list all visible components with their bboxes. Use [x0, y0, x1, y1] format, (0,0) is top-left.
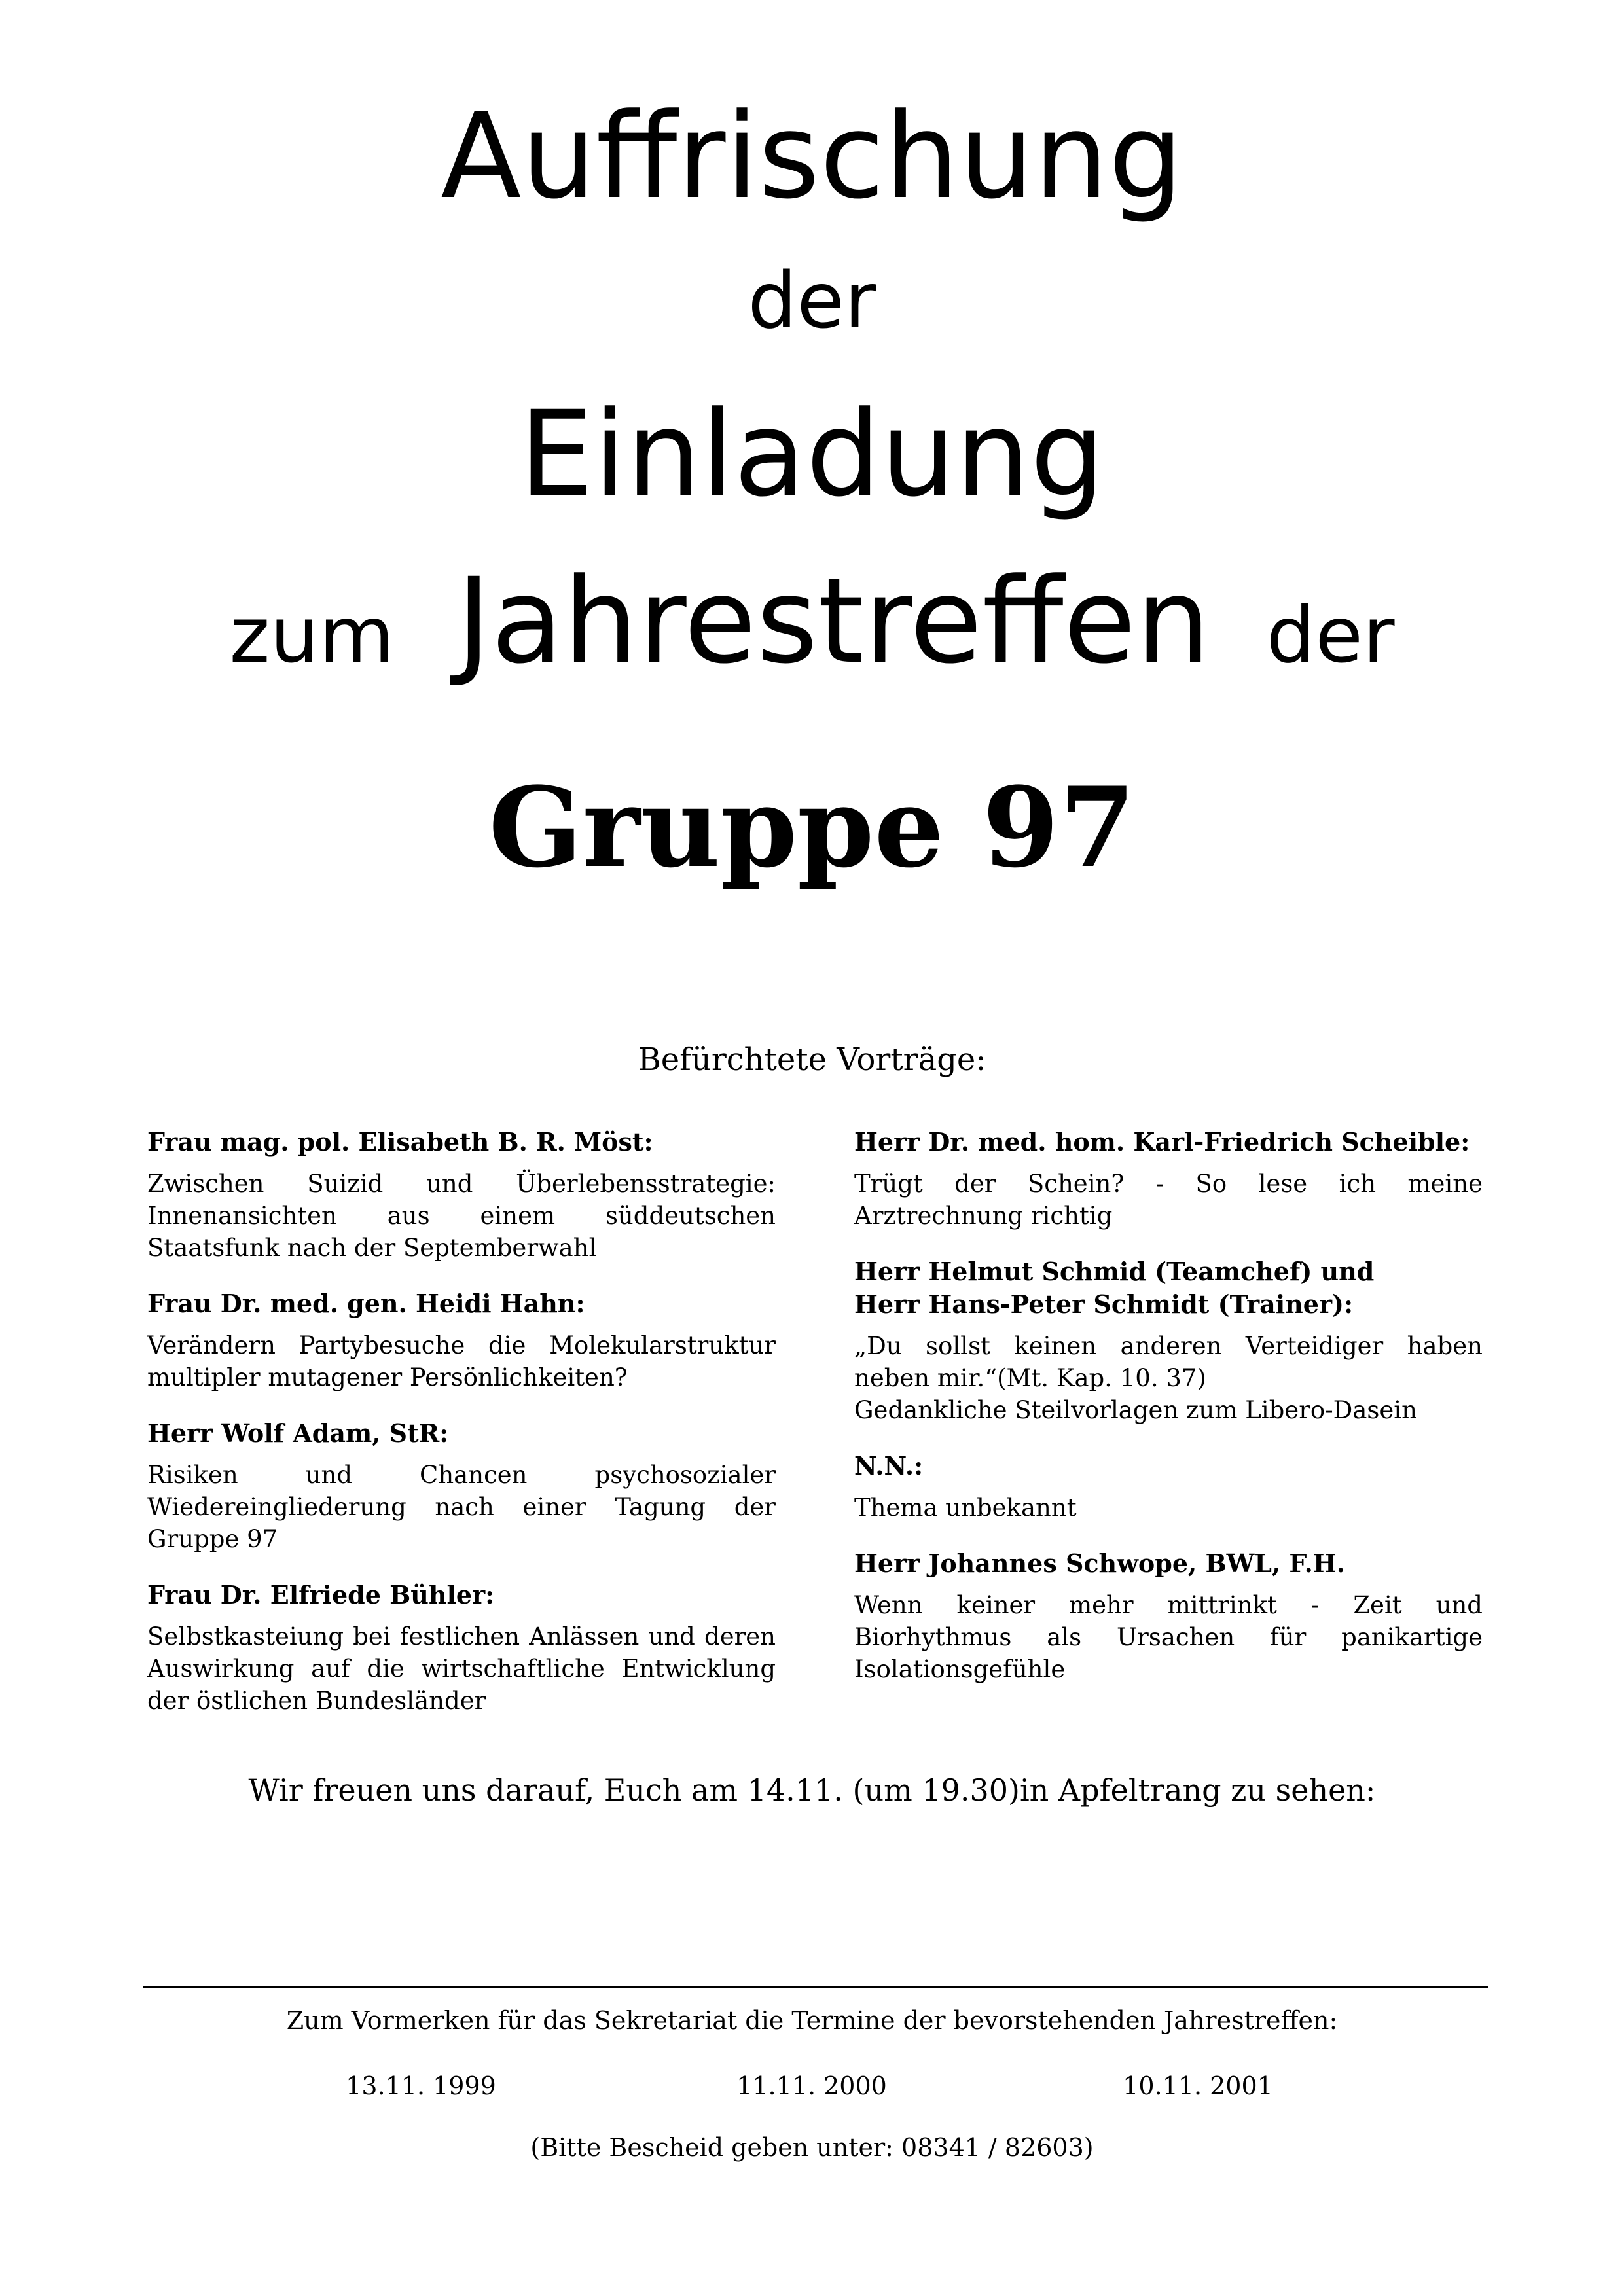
title-line-3: Einladung — [519, 386, 1105, 523]
title-line-1: Auffrischung — [441, 88, 1183, 225]
meeting-date: 10.11. 2001 — [1123, 2072, 1273, 2100]
lecture-speaker: N.N.: — [854, 1451, 924, 1480]
contact-note: (Bitte Bescheid geben unter: 08341 / 82603) — [530, 2133, 1094, 2162]
lecture-item — [854, 1547, 1483, 1685]
lecture-speaker: Herr Helmut Schmid (Teamchef) und — [854, 1257, 1375, 1286]
divider — [143, 1986, 1488, 1988]
lecture-topic: Risiken und Chancen psychosozialer Wiedereingliederung nach einer Tagung der Gruppe 97 — [147, 1461, 776, 1553]
lecture-item — [147, 1287, 776, 1393]
title-line-4-main: Jahrestreffen — [456, 553, 1211, 690]
reminder-text: Zum Vormerken für das Sekretariat die Termine der bevorstehenden Jahrestreffen: — [286, 2006, 1338, 2035]
group-name: Gruppe 97 — [488, 762, 1136, 892]
lecture-item — [147, 1417, 776, 1555]
lectures-heading: Befürchtete Vorträge: — [638, 1041, 986, 1078]
lecture-topic: „Du sollst keinen anderen Verteidiger haben neben mir.“(Mt. Kap. 10. 37) — [854, 1332, 1483, 1392]
lecture-item — [147, 1579, 776, 1717]
lecture-item — [854, 1450, 1483, 1524]
title-line-2: der — [748, 255, 876, 346]
lecture-item — [854, 1126, 1483, 1232]
lecture-topic: Selbstkasteiung bei festlichen Anlässen und deren Auswirkung auf die wirtschaftliche Entwicklung der östlichen Bundesländer — [147, 1623, 776, 1715]
lecture-item — [147, 1126, 776, 1264]
invite-line: Wir freuen uns darauf, Euch am 14.11. (um 19.30)in Apfeltrang zu sehen: — [248, 1772, 1376, 1808]
lecture-topic: Zwischen Suizid und Überlebensstrategie: Innenansichten aus einem süddeutschen Staatsfunk nach der Septemberwahl — [147, 1170, 776, 1262]
title-line-4-pre: zum — [229, 590, 395, 680]
title-line-4-post: der — [1266, 590, 1395, 680]
title-line-4 — [0, 553, 1624, 690]
meeting-date: 13.11. 1999 — [346, 2072, 496, 2100]
lectures-right-column — [854, 1126, 1483, 1709]
lecture-topic: Wenn keiner mehr mittrinkt - Zeit und Biorhythmus als Ursachen für panikartige Isolationsgefühle — [854, 1591, 1483, 1683]
lecture-speaker: Herr Wolf Adam, StR: — [147, 1418, 449, 1448]
lecture-topic: Trügt der Schein? - So lese ich meine Arztrechnung richtig — [854, 1170, 1483, 1230]
lecture-topic: Gedankliche Steilvorlagen zum Libero-Dasein — [854, 1396, 1417, 1424]
lecture-topic: Verändern Partybesuche die Molekularstruktur multipler mutagener Persönlichkeiten? — [147, 1331, 776, 1391]
lecture-speaker: Herr Hans-Peter Schmidt (Trainer): — [854, 1289, 1353, 1319]
lecture-item — [854, 1255, 1483, 1426]
lectures-left-column — [147, 1126, 776, 1740]
lecture-speaker: Frau Dr. Elfriede Bühler: — [147, 1580, 495, 1609]
lecture-speaker: Frau mag. pol. Elisabeth B. R. Möst: — [147, 1127, 653, 1157]
lecture-speaker: Frau Dr. med. gen. Heidi Hahn: — [147, 1289, 585, 1318]
lecture-speaker: Herr Johannes Schwope, BWL, F.H. — [854, 1549, 1345, 1578]
lecture-topic: Thema unbekannt — [854, 1494, 1077, 1522]
meeting-date: 11.11. 2000 — [736, 2072, 887, 2100]
lecture-speaker: Herr Dr. med. hom. Karl-Friedrich Scheible: — [854, 1127, 1470, 1157]
